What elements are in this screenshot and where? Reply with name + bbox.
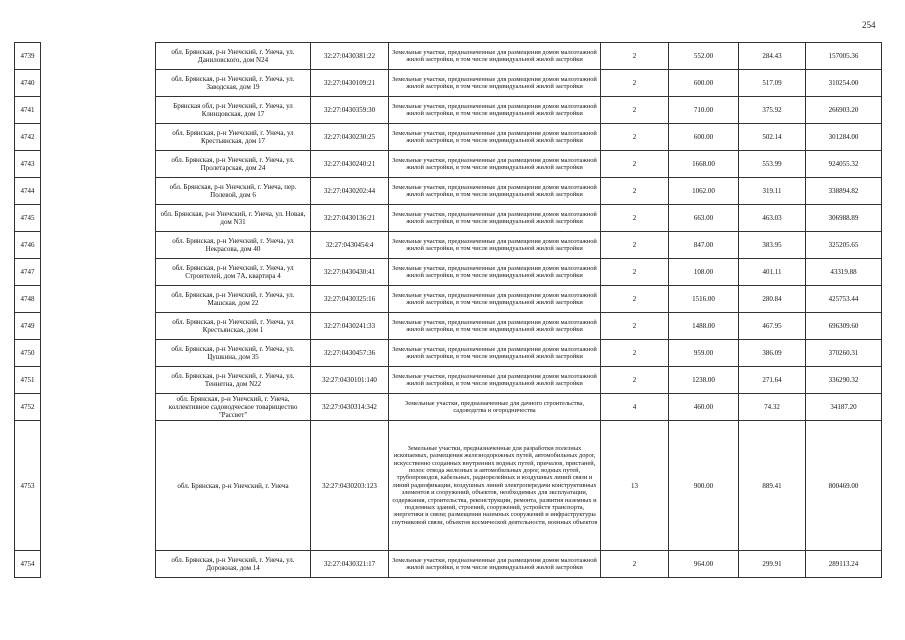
empty-cell bbox=[41, 551, 156, 578]
area-cell: 1488.00 bbox=[669, 313, 739, 340]
area-cell: 847.00 bbox=[669, 232, 739, 259]
empty-cell bbox=[41, 124, 156, 151]
cadastral-number-cell: 32:27:0430230:25 bbox=[311, 124, 389, 151]
cadastral-value-cell: 338894.82 bbox=[806, 178, 882, 205]
category-cell: 2 bbox=[601, 124, 669, 151]
address-cell: обл. Брянская, р-н Унечский, г. Унеча, ул Крестьянская, дом 1 bbox=[156, 313, 311, 340]
address-cell: обл. Брянская, р-н Унечский, г. Унеча, ул. Заводская, дом 19 bbox=[156, 70, 311, 97]
cadastral-value-cell: 34187.20 bbox=[806, 394, 882, 421]
area-cell: 964.00 bbox=[669, 551, 739, 578]
empty-cell bbox=[41, 70, 156, 97]
empty-cell bbox=[41, 313, 156, 340]
table-row bbox=[15, 394, 882, 421]
row-number-cell: 4740 bbox=[15, 70, 41, 97]
area-cell: 959.00 bbox=[669, 340, 739, 367]
area-cell: 900.00 bbox=[669, 421, 739, 551]
address-cell: обл. Брянская, р-н Унечский, г. Унеча, ул. Теннетна, дом N22 bbox=[156, 367, 311, 394]
land-use-cell: Земельные участки, предназначенные для размещения домов малоэтажной жилой застройки, в том числе индивидуальной жилой застройки bbox=[389, 367, 601, 394]
table-row bbox=[15, 97, 882, 124]
specific-value-cell: 284.43 bbox=[739, 43, 806, 70]
cadastral-value-cell: 157005.36 bbox=[806, 43, 882, 70]
row-number-cell: 4739 bbox=[15, 43, 41, 70]
table-row bbox=[15, 313, 882, 340]
cadastral-number-cell: 32:27:0430241:33 bbox=[311, 313, 389, 340]
cadastral-value-cell: 696309.60 bbox=[806, 313, 882, 340]
cadastral-number-cell: 32:27:0430314:342 bbox=[311, 394, 389, 421]
cadastral-number-cell: 32:27:0430457:36 bbox=[311, 340, 389, 367]
empty-cell bbox=[41, 232, 156, 259]
land-use-cell: Земельные участки, предназначенные для разработки полезных ископаемых, размещения железнодорожных путей, автомобильных дорог, искусственно созданных внутренних водных путей, причалов, пристаней, полос отвода железных и автомобильных дорог, водных путей, трубопроводов, кабельных, радиорелейных и воздушных линий связи и линий радиофикации, воздушных линий электропередачи конструктивных элементов и сооружений, объектов, необходимых для эксплуатации, содержания, строительства, реконструкции, ремонта, развития наземных и подземных зданий, строений, сооружений, устройств транспорта, энергетики и связи; размещения наземных сооружений и инфраструктуры спутниковой связи, объектов космической деятельности, военных объектов bbox=[389, 421, 601, 551]
area-cell: 1062.00 bbox=[669, 178, 739, 205]
land-use-cell: Земельные участки, предназначенные для размещения домов малоэтажной жилой застройки, в том числе индивидуальной жилой застройки bbox=[389, 151, 601, 178]
specific-value-cell: 467.95 bbox=[739, 313, 806, 340]
area-cell: 460.00 bbox=[669, 394, 739, 421]
table-row bbox=[15, 232, 882, 259]
row-number-cell: 4754 bbox=[15, 551, 41, 578]
area-cell: 1238.00 bbox=[669, 367, 739, 394]
address-cell: обл. Брянская, р-н Унечский, г. Унеча bbox=[156, 421, 311, 551]
category-cell: 2 bbox=[601, 286, 669, 313]
cadastral-number-cell: 32:27:0430109:21 bbox=[311, 70, 389, 97]
empty-cell bbox=[41, 97, 156, 124]
area-cell: 710.00 bbox=[669, 97, 739, 124]
cadastral-number-cell: 32:27:0430240:21 bbox=[311, 151, 389, 178]
row-number-cell: 4750 bbox=[15, 340, 41, 367]
empty-cell bbox=[41, 259, 156, 286]
specific-value-cell: 386.09 bbox=[739, 340, 806, 367]
table-row bbox=[15, 70, 882, 97]
row-number-cell: 4748 bbox=[15, 286, 41, 313]
address-cell: обл. Брянская, р-н Унечский, г. Унеча, ул. Машская, дом 22 bbox=[156, 286, 311, 313]
address-cell: обл. Брянская, р-н Унечский, г. Унеча, ул Строителей, дом 7А, квартира 4 bbox=[156, 259, 311, 286]
cadastral-number-cell: 32:27:0430325:16 bbox=[311, 286, 389, 313]
empty-cell bbox=[41, 421, 156, 551]
category-cell: 2 bbox=[601, 232, 669, 259]
table-row bbox=[15, 151, 882, 178]
address-cell: обл. Брянская, р-н Унечский, г. Унеча, пер. Полевой, дом 6 bbox=[156, 178, 311, 205]
cadastral-number-cell: 32:27:0430359:30 bbox=[311, 97, 389, 124]
land-use-cell: Земельные участки, предназначенные для размещения домов малоэтажной жилой застройки, в том числе индивидуальной жилой застройки bbox=[389, 286, 601, 313]
row-number-cell: 4747 bbox=[15, 259, 41, 286]
table-row bbox=[15, 551, 882, 578]
category-cell: 2 bbox=[601, 205, 669, 232]
table-row bbox=[15, 178, 882, 205]
cadastral-value-cell: 289113.24 bbox=[806, 551, 882, 578]
cadastral-value-cell: 306988.89 bbox=[806, 205, 882, 232]
category-cell: 13 bbox=[601, 421, 669, 551]
address-cell: обл. Брянская, р-н Унечский, г. Унеча, ул. Цушкина, дом 35 bbox=[156, 340, 311, 367]
cadastral-value-cell: 370260.31 bbox=[806, 340, 882, 367]
area-cell: 600.00 bbox=[669, 124, 739, 151]
area-cell: 552.00 bbox=[669, 43, 739, 70]
specific-value-cell: 271.64 bbox=[739, 367, 806, 394]
address-cell: Брянская обл, р-н Унечский, г. Унеча, ул Клинцовская, дом 17 bbox=[156, 97, 311, 124]
category-cell: 2 bbox=[601, 43, 669, 70]
row-number-cell: 4749 bbox=[15, 313, 41, 340]
specific-value-cell: 74.32 bbox=[739, 394, 806, 421]
cadastral-number-cell: 32:27:0430202:44 bbox=[311, 178, 389, 205]
row-number-cell: 4751 bbox=[15, 367, 41, 394]
land-use-cell: Земельные участки, предназначенные для размещения домов малоэтажной жилой застройки, в том числе индивидуальной жилой застройки bbox=[389, 97, 601, 124]
row-number-cell: 4741 bbox=[15, 97, 41, 124]
cadastral-value-cell: 800469.00 bbox=[806, 421, 882, 551]
area-cell: 108.00 bbox=[669, 259, 739, 286]
cadastral-value-cell: 924055.32 bbox=[806, 151, 882, 178]
category-cell: 4 bbox=[601, 394, 669, 421]
land-use-cell: Земельные участки, предназначенные для размещения домов малоэтажной жилой застройки, в том числе индивидуальной жилой застройки bbox=[389, 313, 601, 340]
land-use-cell: Земельные участки, предназначенные для размещения домов малоэтажной жилой застройки, в том числе индивидуальной жилой застройки bbox=[389, 340, 601, 367]
category-cell: 2 bbox=[601, 313, 669, 340]
empty-cell bbox=[41, 340, 156, 367]
table-row bbox=[15, 367, 882, 394]
land-use-cell: Земельные участки, предназначенные для размещения домов малоэтажной жилой застройки, в том числе индивидуальной жилой застройки bbox=[389, 43, 601, 70]
category-cell: 2 bbox=[601, 70, 669, 97]
land-registry-table bbox=[14, 42, 882, 578]
cadastral-value-cell: 425753.44 bbox=[806, 286, 882, 313]
category-cell: 2 bbox=[601, 178, 669, 205]
empty-cell bbox=[41, 151, 156, 178]
specific-value-cell: 319.11 bbox=[739, 178, 806, 205]
cadastral-value-cell: 310254.00 bbox=[806, 70, 882, 97]
row-number-cell: 4746 bbox=[15, 232, 41, 259]
page-number: 254 bbox=[862, 20, 876, 30]
category-cell: 2 bbox=[601, 551, 669, 578]
cadastral-value-cell: 325205.65 bbox=[806, 232, 882, 259]
category-cell: 2 bbox=[601, 151, 669, 178]
specific-value-cell: 889.41 bbox=[739, 421, 806, 551]
land-use-cell: Земельные участки, предназначенные для размещения домов малоэтажной жилой застройки, в том числе индивидуальной жилой застройки bbox=[389, 124, 601, 151]
specific-value-cell: 502.14 bbox=[739, 124, 806, 151]
cadastral-value-cell: 266903.20 bbox=[806, 97, 882, 124]
empty-cell bbox=[41, 178, 156, 205]
area-cell: 600.00 bbox=[669, 70, 739, 97]
row-number-cell: 4742 bbox=[15, 124, 41, 151]
specific-value-cell: 401.11 bbox=[739, 259, 806, 286]
address-cell: обл. Брянская, р-н Унечский, г. Унеча, коллективное садоводческое товарищество "Рассвет" bbox=[156, 394, 311, 421]
category-cell: 2 bbox=[601, 340, 669, 367]
area-cell: 1516.00 bbox=[669, 286, 739, 313]
table-row bbox=[15, 205, 882, 232]
row-number-cell: 4743 bbox=[15, 151, 41, 178]
specific-value-cell: 463.03 bbox=[739, 205, 806, 232]
table-row bbox=[15, 124, 882, 151]
table-row bbox=[15, 340, 882, 367]
category-cell: 2 bbox=[601, 97, 669, 124]
specific-value-cell: 383.95 bbox=[739, 232, 806, 259]
table-row bbox=[15, 43, 882, 70]
cadastral-value-cell: 43319.88 bbox=[806, 259, 882, 286]
empty-cell bbox=[41, 394, 156, 421]
land-use-cell: Земельные участки, предназначенные для размещения домов малоэтажной жилой застройки, в том числе индивидуальной жилой застройки bbox=[389, 205, 601, 232]
cadastral-number-cell: 32:27:0430430:41 bbox=[311, 259, 389, 286]
address-cell: обл. Брянская, р-н Унечский, г. Унеча, ул. Дорожная, дом 14 bbox=[156, 551, 311, 578]
specific-value-cell: 375.92 bbox=[739, 97, 806, 124]
area-cell: 663.00 bbox=[669, 205, 739, 232]
address-cell: обл. Брянская, р-н Унечский, г. Унеча, ул Крестьянская, дом 17 bbox=[156, 124, 311, 151]
address-cell: обл. Брянская, р-н Унечский, г. Унеча, ул. Пролетарская, дом 24 bbox=[156, 151, 311, 178]
land-use-cell: Земельные участки, предназначенные для размещения домов малоэтажной жилой застройки, в том числе индивидуальной жилой застройки bbox=[389, 259, 601, 286]
table-row bbox=[15, 421, 882, 551]
land-use-cell: Земельные участки, предназначенные для размещения домов малоэтажной жилой застройки, в том числе индивидуальной жилой застройки bbox=[389, 232, 601, 259]
table-row bbox=[15, 286, 882, 313]
specific-value-cell: 517.09 bbox=[739, 70, 806, 97]
specific-value-cell: 280.84 bbox=[739, 286, 806, 313]
row-number-cell: 4745 bbox=[15, 205, 41, 232]
address-cell: обл. Брянская, р-н Унечский, г. Унеча, ул. Даниловского, дом N24 bbox=[156, 43, 311, 70]
row-number-cell: 4753 bbox=[15, 421, 41, 551]
address-cell: обл. Брянская, р-н Унечский, г. Унеча, ул. Новая, дом N31 bbox=[156, 205, 311, 232]
row-number-cell: 4744 bbox=[15, 178, 41, 205]
category-cell: 2 bbox=[601, 367, 669, 394]
land-use-cell: Земельные участки, предназначенные для размещения домов малоэтажной жилой застройки, в том числе индивидуальной жилой застройки bbox=[389, 551, 601, 578]
table-row bbox=[15, 259, 882, 286]
land-use-cell: Земельные участки, предназначенные для размещения домов малоэтажной жилой застройки, в том числе индивидуальной жилой застройки bbox=[389, 178, 601, 205]
cadastral-value-cell: 301284.00 bbox=[806, 124, 882, 151]
cadastral-number-cell: 32:27:0430203:123 bbox=[311, 421, 389, 551]
land-use-cell: Земельные участки, предназначенные для размещения домов малоэтажной жилой застройки, в том числе индивидуальной жилой застройки bbox=[389, 70, 601, 97]
cadastral-number-cell: 32:27:0430136:21 bbox=[311, 205, 389, 232]
land-use-cell: Земельные участки, предназначенные для дачного строительства, садоводства и огородничества bbox=[389, 394, 601, 421]
address-cell: обл. Брянская, р-н Унечский, г. Унеча, ул Некрасова, дом 40 bbox=[156, 232, 311, 259]
empty-cell bbox=[41, 43, 156, 70]
cadastral-number-cell: 32:27:0430101:140 bbox=[311, 367, 389, 394]
empty-cell bbox=[41, 367, 156, 394]
specific-value-cell: 553.99 bbox=[739, 151, 806, 178]
category-cell: 2 bbox=[601, 259, 669, 286]
cadastral-number-cell: 32:27:0430454:4 bbox=[311, 232, 389, 259]
cadastral-number-cell: 32:27:0430381:22 bbox=[311, 43, 389, 70]
specific-value-cell: 299.91 bbox=[739, 551, 806, 578]
empty-cell bbox=[41, 205, 156, 232]
cadastral-value-cell: 336290.32 bbox=[806, 367, 882, 394]
area-cell: 1668.00 bbox=[669, 151, 739, 178]
row-number-cell: 4752 bbox=[15, 394, 41, 421]
cadastral-number-cell: 32:27:0430321:17 bbox=[311, 551, 389, 578]
empty-cell bbox=[41, 286, 156, 313]
